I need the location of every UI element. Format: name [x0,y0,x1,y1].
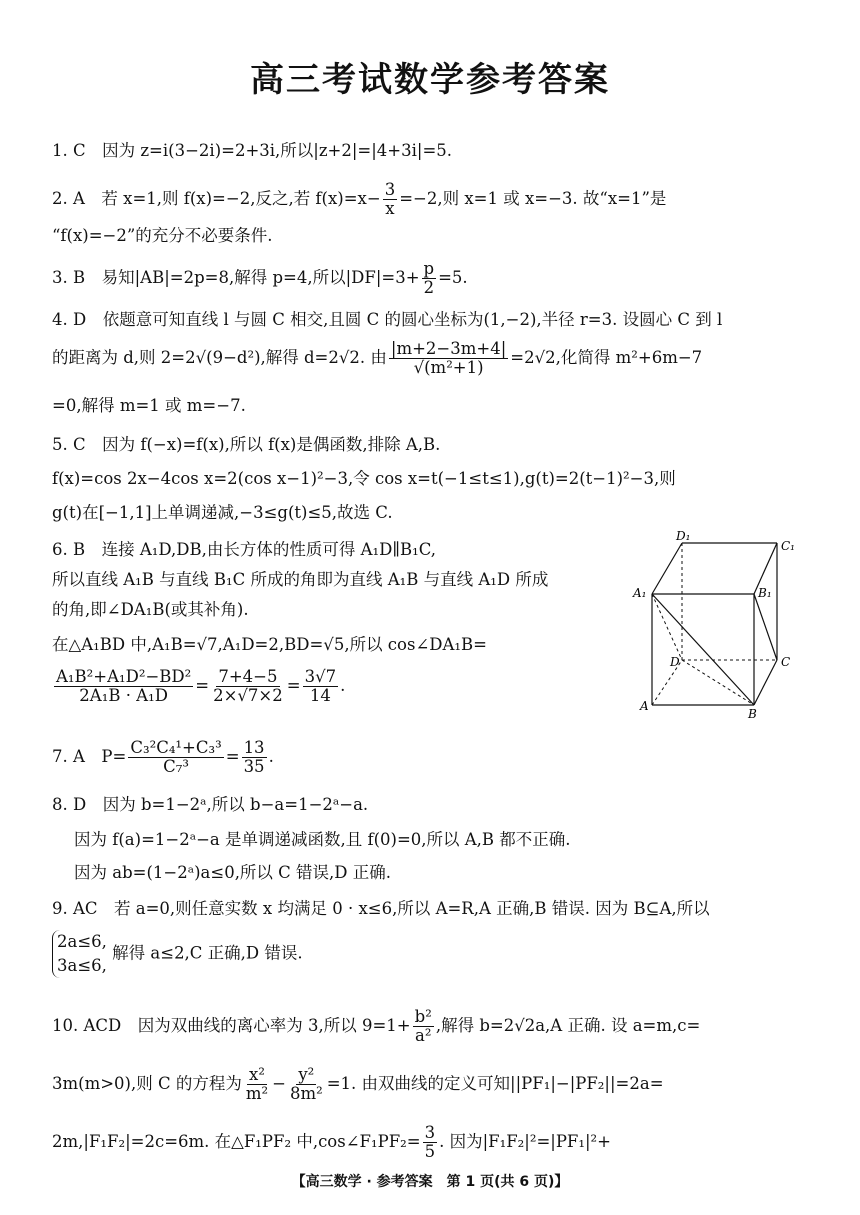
fraction: $\frac{7+4-5}{2\times√7\times 2}$ [213,667,283,705]
segment-a1d [652,594,682,660]
fraction: $\frac{3}{5}$ [424,1123,436,1161]
fraction: $\frac{3}{x}$ [384,180,396,218]
label-a: A [640,699,649,713]
answer-6-line2: 所以直线 A₁B 与直线 B₁C 所成的角即为直线 A₁B 与直线 A₁D 所成 [52,570,549,589]
answer-3: 3. B 易知|AB|=2p=8,解得 p=4,所以|DF|=3+ $\frac{p}{2}$ =5. [52,259,468,297]
answer-5: 5. C 因为 f(−x)=f(x),所以 f(x)是偶函数,排除 A,B. [52,435,441,454]
fraction: $\frac{|m+2-3m+4|}{\text{√(m²+1)}}$ [390,339,507,377]
answer-2-text-end: =−2,则 x=1 或 x=−3. 故“x=1”是 [399,189,667,208]
answer-5-cont: f(x)=cos 2x−4cos x=2(cos x−1)²−3,令 cos x=t(−1≤t≤1),g(t)=2(t−1)²−3,则 [52,469,676,488]
segment-db [682,660,754,705]
label-a1: A₁ [633,586,647,600]
label-c1: C₁ [781,539,795,553]
edge-a1d1 [652,543,682,594]
answer-9-system: 2a≤6, 3a≤6, 解得 a≤2,C 正确,D 错误. [52,930,303,978]
answer-6-line3: 的角,即∠DA₁B(或其补角). [52,600,249,619]
answer-6-line4: 在△A₁BD 中,A₁B=√7,A₁D=2,BD=√5,所以 cos∠DA₁B= [52,635,487,654]
answer-8-line3: 因为 ab=(1−2ᵃ)a≤0,所以 C 错误,D 正确. [74,863,392,882]
answer-8: 8. D 因为 b=1−2ᵃ,所以 b−a=1−2ᵃ−a. [52,795,369,814]
equation-system: 2a≤6, 3a≤6, [52,930,107,978]
answer-10-line3: 2m,|F₁F₂|=2c=6m. 在△F₁PF₂ 中,cos∠F₁PF₂= $\frac{3}{5}$ . 因为|F₁F₂|²=|PF₁|²+ [52,1123,611,1161]
answer-4: 4. D 依题意可知直线 l 与圆 C 相交,且圆 C 的圆心坐标为(1,−2),半径 r=3. 设圆心 C 到 l [52,310,723,329]
answer-6: 6. B 连接 A₁D,DB,由长方体的性质可得 A₁D∥B₁C, [52,540,437,559]
label-b: B [748,707,757,720]
answer-8-line2: 因为 f(a)=1−2ᵃ−a 是单调递减函数,且 f(0)=0,所以 A,B 都不正确. [74,830,571,849]
answer-4-cont: 的距离为 d,则 2=2√(9−d²),解得 d=2√2. 由 $\frac{|m+2-3m+4|}{\text{√(m²+1)}}$ =2√2,化简得 m²+6m−7 [52,339,703,377]
segment-b1c [754,594,777,660]
answer-10: 10. ACD 因为双曲线的离心率为 3,所以 9=1+ $\frac{\text{b²}}{\text{a²}}$ ,解得 b=2√2a,A 正确. 设 a=m,c= [52,1007,701,1045]
fraction: $\frac{\text{A₁B²+A₁D²−BD²}}{\text{2A₁B · A₁D}}$ [56,667,192,705]
answer-1: 1. C 因为 z=i(3−2i)=2+3i,所以|z+2|=|4+3i|=5. [52,141,453,160]
answer-5-end: g(t)在[−1,1]上单调递减,−3≤g(t)≤5,故选 C. [52,503,393,522]
fraction: $\frac{\text{x²}}{\text{m²}}$ [245,1065,269,1103]
answer-9: 9. AC 若 a=0,则任意实数 x 均满足 0 · x≤6,所以 A=R,A 正确,B 错误. 因为 B⊆A,所以 [52,899,710,918]
answer-4-end: =0,解得 m=1 或 m=−7. [52,396,246,415]
label-c: C [781,655,791,669]
label-b1: B₁ [758,586,772,600]
page-title: 高三考试数学参考答案 [250,60,610,100]
fraction: $\frac{\text{C₃²C₄¹+C₃³}}{\text{C₇³}}$ [130,738,222,776]
fraction: $\frac{\text{y²}}{\text{8m²}}$ [289,1065,323,1103]
answer-2-text: 2. A 若 x=1,则 f(x)=−2,反之,若 f(x)=x− [52,189,381,208]
fraction: $\frac{13}{35}$ [243,738,265,776]
answer-6-formula: $\frac{\text{A₁B²+A₁D²−BD²}}{\text{2A₁B · A₁D}}$ = $\frac{7+4-5}{2\times√7\times 2}$ = $\frac{3√7}{14}$ . [56,667,346,705]
fraction: $\frac{3√7}{14}$ [304,667,337,705]
answer-7: 7. A P= $\frac{\text{C₃²C₄¹+C₃³}}{\text{C₇³}}$ = $\frac{13}{35}$ . [52,738,274,776]
segment-a1b [652,594,754,705]
label-d: D [670,655,680,669]
answer-2-cont: “f(x)=−2”的充分不必要条件. [52,226,273,245]
fraction: $\frac{p}{2}$ [423,259,435,297]
answer-2 [52,181,666,218]
edge-bc [754,660,777,705]
page-footer: 【高三数学 · 参考答案 第 1 页(共 6 页)】 [291,1174,569,1190]
answer-10-line2: 3m(m>0),则 C 的方程为 $\frac{\text{x²}}{\text{m²}}$ − $\frac{\text{y²}}{\text{8m²}}$ =1. 由双曲线的定义可知||PF₁|−|PF₂||=2a= [52,1065,664,1103]
label-d1: D₁ [676,530,691,543]
fraction: $\frac{\text{b²}}{\text{a²}}$ [414,1007,432,1045]
cuboid-figure [630,530,810,720]
